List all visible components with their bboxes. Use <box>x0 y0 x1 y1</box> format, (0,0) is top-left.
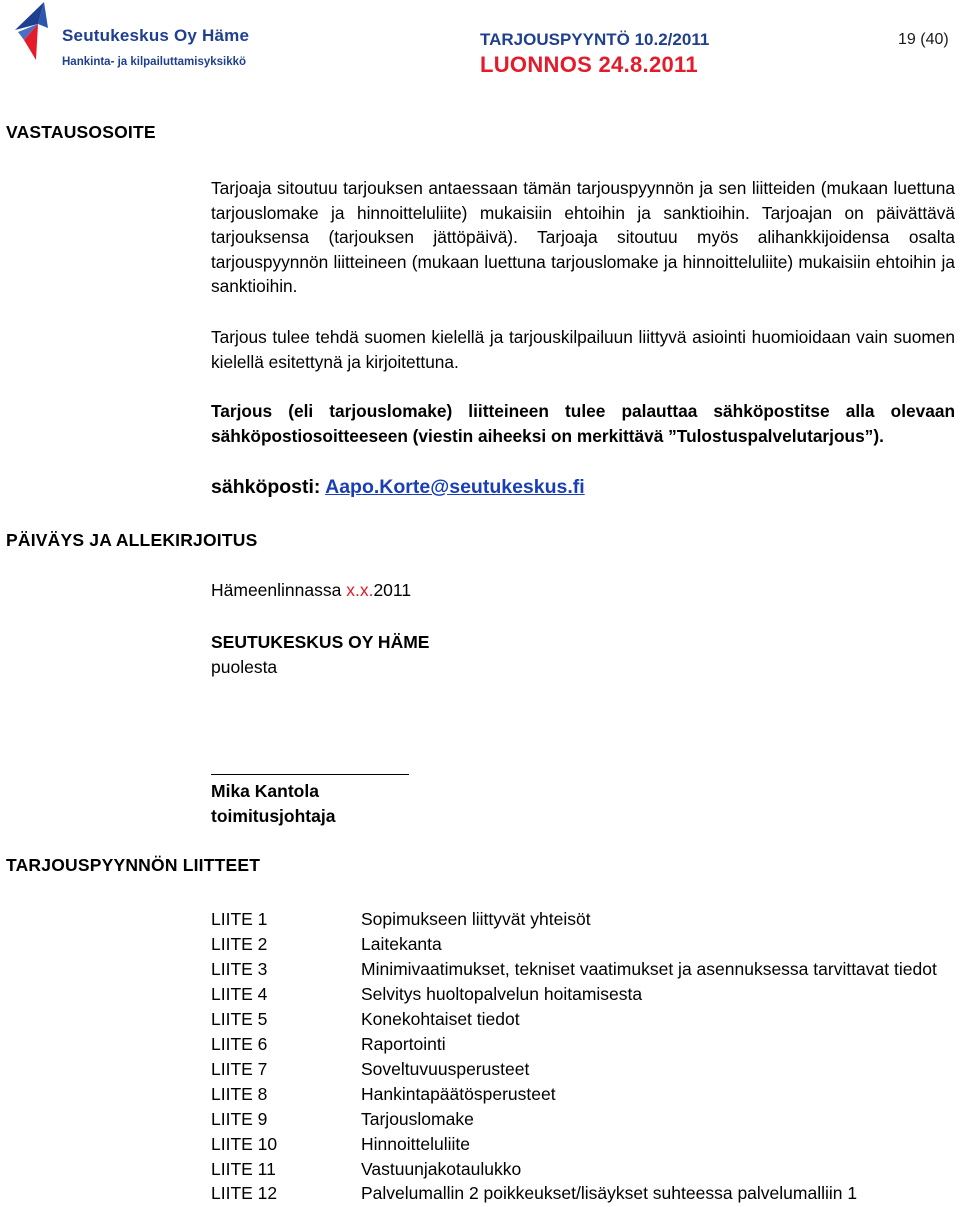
seutukeskus-logo-icon <box>14 2 62 62</box>
email-label: sähköposti: <box>211 476 326 498</box>
attachment-id: LIITE 10 <box>211 1134 278 1154</box>
attachment-description: Hinnoitteluliite <box>361 1134 470 1154</box>
place-date <box>211 580 411 601</box>
company-name: SEUTUKESKUS OY HÄME <box>211 632 430 652</box>
signer-name: Mika Kantola <box>211 781 319 801</box>
attachment-description: Palvelumallin 2 poikkeukset/lisäykset suhteessa palvelumalliin 1 <box>361 1183 858 1203</box>
attachment-description: Hankintapäätösperusteet <box>361 1084 556 1104</box>
page-number: 19 (40) <box>898 31 949 48</box>
attachment-id: LIITE 4 <box>211 984 268 1004</box>
signature-line <box>211 774 409 775</box>
org-unit: Hankinta- ja kilpailuttamisyksikkö <box>62 56 247 68</box>
draft-label: LUONNOS 24.8.2011 <box>480 52 698 77</box>
signer-title: toimitusjohtaja <box>211 806 336 826</box>
attachment-id: LIITE 1 <box>211 909 268 929</box>
attachment-id: LIITE 11 <box>211 1159 276 1179</box>
org-name: Seutukeskus Oy Häme <box>62 26 250 45</box>
paragraph-return-instructions: Tarjous (eli tarjouslomake) liitteineen tulee palauttaa sähköpostitse alla olevaan sähköpostiosoitteeseen (viestin aiheeksi on merkittävä ”Tulostuspalvelutarjous”). <box>211 401 955 446</box>
attachment-id: LIITE 3 <box>211 959 268 979</box>
attachment-description: Tarjouslomake <box>361 1109 474 1129</box>
place: Hämeenlinnassa <box>211 580 347 600</box>
attachment-description: Konekohtaiset tiedot <box>361 1009 520 1029</box>
attachment-id: LIITE 5 <box>211 1009 268 1029</box>
attachment-description: Sopimukseen liittyvät yhteisöt <box>361 909 591 929</box>
attachment-description: Minimivaatimukset, tekniset vaatimukset ja asennuksessa tarvittavat tiedot <box>361 959 937 979</box>
attachment-id: LIITE 7 <box>211 1059 268 1079</box>
email-link[interactable]: Aapo.Korte@seutukeskus.fi <box>325 476 585 498</box>
attachment-description: Selvitys huoltopalvelun hoitamisesta <box>361 984 643 1004</box>
attachment-id: LIITE 6 <box>211 1034 268 1054</box>
attachment-description: Raportointi <box>361 1034 446 1054</box>
year: 2011 <box>373 580 412 600</box>
attachment-id: LIITE 8 <box>211 1084 268 1104</box>
attachment-description: Vastuunjakotaulukko <box>361 1159 522 1179</box>
section-heading-response-address: VASTAUSOSOITE <box>6 122 156 142</box>
email-line <box>211 476 585 499</box>
section-heading-attachments: TARJOUSPYYNNÖN LIITTEET <box>6 855 261 875</box>
attachment-id: LIITE 12 <box>211 1183 278 1203</box>
paragraph-language: Tarjous tulee tehdä suomen kielellä ja tarjouskilpailuun liittyvä asiointi huomioidaan vain suomen kielellä esitettynä ja kirjoitettuna. <box>211 327 955 372</box>
document-title: TARJOUSPYYNTÖ 10.2/2011 <box>480 30 710 49</box>
on-behalf-text: puolesta <box>211 657 278 677</box>
section-heading-date-signature: PÄIVÄYS JA ALLEKIRJOITUS <box>6 530 258 550</box>
paragraph-commitment: Tarjoaja sitoutuu tarjouksen antaessaan tämän tarjouspyynnön ja sen liitteiden (mukaan luettuna tarjouslomake ja hinnoitteluliite) mukaisiin ehtoihin ja sanktioihin. Tarjoajan on päivättävä tarjouksensa (tarjouksen jättöpäivä). Tarjoaja sitoutuu myös alihankkijoidensa osalta tarjouspyynnön liitteineen (mukaan luettuna tarjouslomake ja hinnoitteluliite) mukaisiin ehtoihin ja sanktioihin. <box>211 178 955 296</box>
attachment-description: Soveltuvuusperusteet <box>361 1059 530 1079</box>
attachment-id: LIITE 9 <box>211 1109 268 1129</box>
attachment-id: LIITE 2 <box>211 934 268 954</box>
date-placeholder: x.x. <box>346 580 374 600</box>
attachment-description: Laitekanta <box>361 934 442 954</box>
